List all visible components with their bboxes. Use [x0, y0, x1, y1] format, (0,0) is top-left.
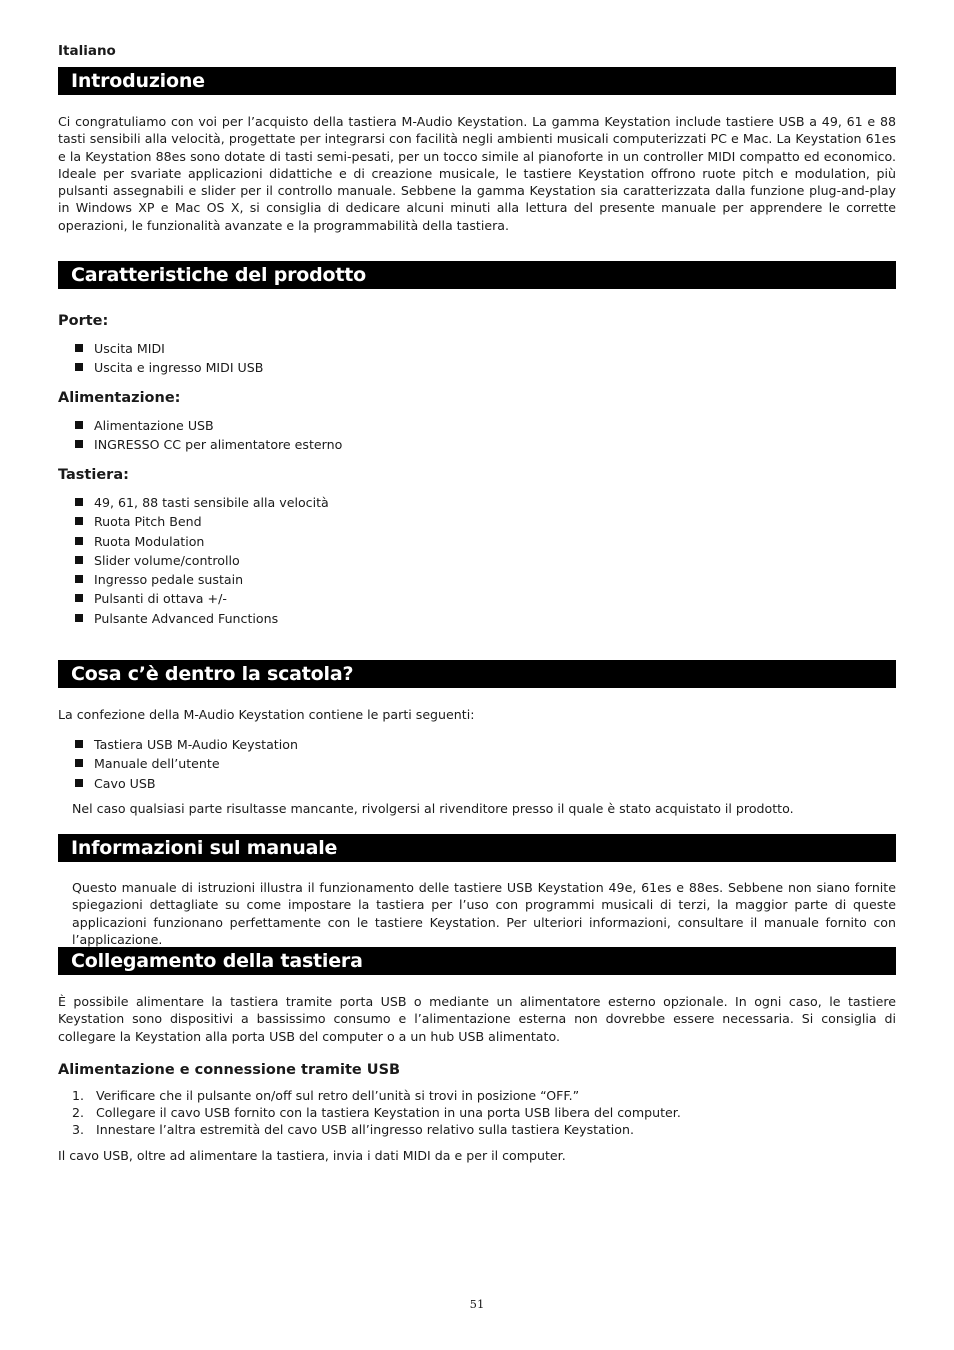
- box-intro: La confezione della M-Audio Keystation contiene le parti seguenti:: [58, 707, 475, 722]
- power-list: [74, 416, 342, 455]
- usb-cable-note: Il cavo USB, oltre ad alimentare la tastiera, invia i dati MIDI da e per il computer.: [58, 1148, 566, 1163]
- list-item: Tastiera USB M-Audio Keystation: [74, 735, 298, 754]
- intro-paragraph: Ci congratuliamo con voi per l’acquisto della tastiera M-Audio Keystation. La gamma Keystation include tastiere USB a 49, 61 e 88 tasti sensibili alla velocità, progettate per integrarsi con facilità negli ambienti musicali computerizzati PC e Mac. La Keystation 61es e la Keystation 88es sono dotate di tasti semi-pesati, per un tocco simile al pianoforte in un controller MIDI compatto ed economico. Ideale per svariate applicazioni didattiche e di creazione musicale, le tastiere Keystation offrono ruote pitch e modulation, più pulsanti assegnabili e slider per il controllo manuale. Sebbene la gamma Keystation sia caratterizzata dalla funzione plug-and-play in Windows XP e Mac OS X, si consiglia di dedicare alcuni minuti alla lettura del presente manuale per apprendere le corrette operazioni, le funzionalità avanzate e la programmabilità della tastiera.: [58, 114, 896, 233]
- section-title-connect: Collegamento della tastiera: [58, 947, 896, 975]
- page-number: 51: [469, 1297, 485, 1311]
- list-item: Uscita MIDI: [74, 339, 263, 358]
- list-item: Pulsante Advanced Functions: [74, 609, 329, 628]
- step-text: Innestare l’altra estremità del cavo USB all’ingresso relativo sulla tastiera Keystation.: [96, 1122, 634, 1138]
- keyboard-heading: Tastiera:: [58, 467, 129, 483]
- box-list: [74, 735, 298, 793]
- list-item: Cavo USB: [74, 774, 298, 793]
- section-title-intro: Introduzione: [58, 67, 896, 95]
- section-title-features: Caratteristiche del prodotto: [58, 261, 896, 289]
- ports-list: [74, 339, 263, 378]
- step-number: 3.: [72, 1122, 85, 1138]
- language-label: Italiano: [58, 43, 116, 59]
- list-item: Ruota Pitch Bend: [74, 512, 329, 531]
- list-item: Ruota Modulation: [74, 532, 329, 551]
- manual-paragraph: Questo manuale di istruzioni illustra il funzionamento delle tastiere USB Keystation 49e, 61es e 88es. Sebbene non siano fornite spiegazioni dettagliate su come impostare la tastiera per l’uso con programmi musicali di terzi, la maggior parte di queste applicazioni funzionano perfettamente con le tastiere Keystation. Per ulteriori informazioni, consultare il manuale fornito con l’applicazione.: [72, 880, 896, 947]
- connection-steps: [72, 1087, 681, 1139]
- list-item: Pulsanti di ottava +/-: [74, 589, 329, 608]
- list-item: Uscita e ingresso MIDI USB: [74, 358, 263, 377]
- step-text: Collegare il cavo USB fornito con la tastiera Keystation in una porta USB libera del computer.: [96, 1105, 681, 1121]
- list-item: Slider volume/controllo: [74, 551, 329, 570]
- ports-heading: Porte:: [58, 313, 109, 329]
- list-item: INGRESSO CC per alimentatore esterno: [74, 435, 342, 454]
- step-number: 1.: [72, 1088, 85, 1103]
- step-item: [72, 1121, 681, 1138]
- keyboard-list: [74, 493, 329, 628]
- step-item: [72, 1104, 681, 1121]
- list-item: 49, 61, 88 tasti sensibile alla velocità: [74, 493, 329, 512]
- step-number: 2.: [72, 1105, 85, 1121]
- list-item: Manuale dell’utente: [74, 754, 298, 773]
- list-item: Alimentazione USB: [74, 416, 342, 435]
- step-item: [72, 1087, 681, 1104]
- step-text: Verificare che il pulsante on/off sul retro dell’unità si trovi in posizione “OFF.”: [96, 1088, 580, 1103]
- usb-connection-heading: Alimentazione e connessione tramite USB: [58, 1062, 401, 1078]
- box-note: Nel caso qualsiasi parte risultasse mancante, rivolgersi al rivenditore presso il quale è stato acquistato il prodotto.: [72, 801, 794, 816]
- section-title-box: Cosa c’è dentro la scatola?: [58, 660, 896, 688]
- list-item: Ingresso pedale sustain: [74, 570, 329, 589]
- power-heading: Alimentazione:: [58, 390, 181, 406]
- section-title-manual: Informazioni sul manuale: [58, 834, 896, 862]
- connect-paragraph: È possibile alimentare la tastiera tramite porta USB o mediante un alimentatore esterno opzionale. In ogni caso, le tastiere Keystation sono dispositivi a bassissimo consumo e l’alimentazione esterna non dovrebbe essere necessaria. Si consiglia di collegare la Keystation alla porta USB del computer o a un hub USB alimentato.: [58, 994, 896, 1044]
